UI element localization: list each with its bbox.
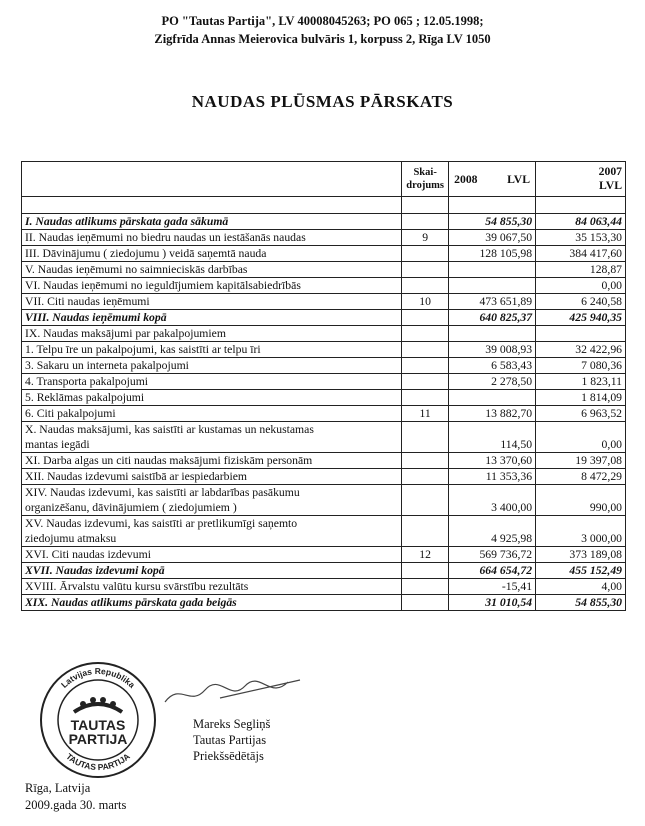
table-row bbox=[22, 278, 626, 294]
row-value-2007: 455 152,49 bbox=[536, 563, 626, 579]
row-value-2008 bbox=[449, 390, 536, 406]
row-ref bbox=[402, 262, 449, 278]
row-value-2008: 4 925,98 bbox=[449, 516, 536, 547]
row-label-line: VIII. Naudas ieņēmumi kopā bbox=[25, 311, 167, 324]
header-line-1: PO "Tautas Partija", LV 40008045263; PO 065 ; 12.05.1998; bbox=[161, 14, 484, 28]
row-label bbox=[22, 406, 402, 422]
currency-2007: LVL bbox=[599, 179, 622, 192]
row-ref bbox=[402, 485, 449, 516]
row-value-2008: 39 008,93 bbox=[449, 342, 536, 358]
row-value-2007: 4,00 bbox=[536, 579, 626, 595]
row-label-line: XI. Darba algas un citi naudas maksājumi fiziskām personām bbox=[25, 454, 313, 467]
row-label-line: XIV. Naudas izdevumi, kas saistīti ar labdarības pasākumu bbox=[25, 486, 300, 499]
row-label-line: 3. Sakaru un interneta pakalpojumi bbox=[25, 359, 189, 372]
year-2008: 2008 bbox=[454, 172, 478, 186]
table-row bbox=[22, 547, 626, 563]
signer-name: Mareks Segliņš bbox=[193, 717, 271, 731]
row-label-line-2: mantas iegādi bbox=[25, 438, 90, 451]
row-value-2007: 373 189,08 bbox=[536, 547, 626, 563]
table-row bbox=[22, 422, 626, 453]
row-label-line: XV. Naudas izdevumi, kas saistīti ar pretlikumīgi saņemto bbox=[25, 517, 298, 530]
row-value-2007: 0,00 bbox=[536, 422, 626, 453]
row-label bbox=[22, 310, 402, 326]
table-row bbox=[22, 310, 626, 326]
row-ref: 11 bbox=[402, 406, 449, 422]
stamp-top-text: Latvijas Republika bbox=[58, 666, 138, 690]
row-value-2007: 8 472,29 bbox=[536, 469, 626, 485]
row-label bbox=[22, 390, 402, 406]
table-row bbox=[22, 342, 626, 358]
row-label bbox=[22, 294, 402, 310]
stamp-name-line-2: PARTIJA bbox=[68, 731, 128, 747]
row-ref bbox=[402, 374, 449, 390]
signer-org: Tautas Partijas bbox=[193, 733, 267, 747]
row-ref bbox=[402, 563, 449, 579]
row-label-line: XVI. Citi naudas izdevumi bbox=[25, 548, 151, 561]
ref-header-line-2: drojums bbox=[406, 180, 445, 191]
row-ref bbox=[402, 422, 449, 453]
row-label bbox=[22, 262, 402, 278]
signer-role: Priekšsēdētājs bbox=[193, 749, 264, 763]
row-value-2007: 32 422,96 bbox=[536, 342, 626, 358]
row-value-2008: 3 400,00 bbox=[449, 485, 536, 516]
currency-2008: LVL bbox=[507, 172, 531, 186]
row-value-2007: 990,00 bbox=[536, 485, 626, 516]
row-ref bbox=[402, 595, 449, 611]
header-ref-cell bbox=[402, 162, 449, 197]
table-row bbox=[22, 595, 626, 611]
place-date: 2009.gada 30. marts bbox=[25, 798, 127, 812]
table-row bbox=[22, 453, 626, 469]
row-label-line: XII. Naudas izdevumi saistībā ar iespiedarbiem bbox=[25, 470, 247, 483]
party-stamp bbox=[38, 660, 158, 780]
row-label-line-2: organizēšanu, dāvinājumiem ( ziedojumiem ) bbox=[25, 501, 237, 514]
row-label-line: X. Naudas maksājumi, kas saistīti ar kustamas un nekustamas bbox=[25, 423, 314, 436]
stamp-bottom-text: TAUTAS PARTIJA bbox=[64, 751, 132, 773]
place-city: Rīga, Latvija bbox=[25, 781, 91, 795]
table-row bbox=[22, 390, 626, 406]
row-label-line: 5. Reklāmas pakalpojumi bbox=[25, 391, 145, 404]
row-label-line: II. Naudas ieņēmumi no biedru naudas un iestāšanās naudas bbox=[25, 231, 306, 244]
row-label-line: XVIII. Ārvalstu valūtu kursu svārstību rezultāts bbox=[25, 580, 249, 593]
year-2007: 2007 bbox=[598, 165, 622, 178]
row-value-2008: 664 654,72 bbox=[449, 563, 536, 579]
row-ref bbox=[402, 214, 449, 230]
row-value-2007: 0,00 bbox=[536, 278, 626, 294]
row-value-2008: 13 370,60 bbox=[449, 453, 536, 469]
table-header-row bbox=[22, 162, 626, 197]
row-value-2007: 6 240,58 bbox=[536, 294, 626, 310]
row-ref bbox=[402, 246, 449, 262]
row-label bbox=[22, 278, 402, 294]
row-value-2008: 6 583,43 bbox=[449, 358, 536, 374]
row-ref bbox=[402, 278, 449, 294]
row-ref bbox=[402, 310, 449, 326]
row-ref bbox=[402, 342, 449, 358]
row-ref: 9 bbox=[402, 230, 449, 246]
row-value-2007: 425 940,35 bbox=[536, 310, 626, 326]
table-row bbox=[22, 374, 626, 390]
row-label-line: 1. Telpu īre un pakalpojumi, kas saistīti ar telpu īri bbox=[25, 343, 261, 356]
row-label bbox=[22, 214, 402, 230]
row-ref bbox=[402, 358, 449, 374]
table-row bbox=[22, 246, 626, 262]
row-value-2008: 39 067,50 bbox=[449, 230, 536, 246]
row-label-line: 4. Transporta pakalpojumi bbox=[25, 375, 149, 388]
table-row bbox=[22, 230, 626, 246]
table-row bbox=[22, 406, 626, 422]
row-label-line: XVII. Naudas izdevumi kopā bbox=[25, 564, 165, 577]
row-value-2008: 640 825,37 bbox=[449, 310, 536, 326]
row-label-line: 6. Citi pakalpojumi bbox=[25, 407, 116, 420]
row-ref bbox=[402, 469, 449, 485]
row-label bbox=[22, 516, 402, 547]
row-ref bbox=[402, 326, 449, 342]
row-label-line-2: ziedojumu atmaksu bbox=[25, 532, 117, 545]
row-value-2008 bbox=[449, 326, 536, 342]
row-label-line: VI. Naudas ieņēmumi no ieguldījumiem kapitālsabiedrībās bbox=[25, 279, 301, 292]
row-ref bbox=[402, 579, 449, 595]
signer-block bbox=[193, 716, 270, 764]
row-value-2008 bbox=[449, 262, 536, 278]
row-value-2008: 31 010,54 bbox=[449, 595, 536, 611]
row-ref: 10 bbox=[402, 294, 449, 310]
header-label-cell bbox=[22, 162, 402, 197]
header-2007-cell bbox=[536, 162, 626, 197]
row-ref bbox=[402, 390, 449, 406]
table-row bbox=[22, 326, 626, 342]
row-value-2008: 2 278,50 bbox=[449, 374, 536, 390]
row-value-2008: 13 882,70 bbox=[449, 406, 536, 422]
ref-header-line-1: Skai- bbox=[413, 167, 437, 178]
spacer-row bbox=[22, 197, 626, 214]
row-label-line: I. Naudas atlikums pārskata gada sākumā bbox=[25, 215, 229, 228]
row-value-2007: 3 000,00 bbox=[536, 516, 626, 547]
row-ref bbox=[402, 453, 449, 469]
row-value-2007: 54 855,30 bbox=[536, 595, 626, 611]
row-value-2008: 128 105,98 bbox=[449, 246, 536, 262]
table-row bbox=[22, 485, 626, 516]
row-value-2008: 54 855,30 bbox=[449, 214, 536, 230]
table-row bbox=[22, 563, 626, 579]
row-value-2008: 473 651,89 bbox=[449, 294, 536, 310]
row-value-2007: 1 823,11 bbox=[536, 374, 626, 390]
row-value-2008: -15,41 bbox=[449, 579, 536, 595]
table-row bbox=[22, 579, 626, 595]
row-ref: 12 bbox=[402, 547, 449, 563]
row-label-line: IX. Naudas maksājumi par pakalpojumiem bbox=[25, 327, 226, 340]
row-label bbox=[22, 563, 402, 579]
table-row bbox=[22, 516, 626, 547]
table-row bbox=[22, 469, 626, 485]
table-row bbox=[22, 262, 626, 278]
row-value-2007 bbox=[536, 326, 626, 342]
row-label-line: XIX. Naudas atlikums pārskata gada beigās bbox=[25, 596, 237, 609]
row-value-2007: 7 080,36 bbox=[536, 358, 626, 374]
place-date-block bbox=[25, 780, 126, 814]
row-value-2007: 35 153,30 bbox=[536, 230, 626, 246]
row-label bbox=[22, 422, 402, 453]
row-label bbox=[22, 374, 402, 390]
row-value-2008: 569 736,72 bbox=[449, 547, 536, 563]
row-label bbox=[22, 469, 402, 485]
row-label bbox=[22, 453, 402, 469]
row-value-2008: 114,50 bbox=[449, 422, 536, 453]
row-label-line: V. Naudas ieņēmumi no saimnieciskās darbības bbox=[25, 263, 248, 276]
row-value-2007: 128,87 bbox=[536, 262, 626, 278]
row-label bbox=[22, 246, 402, 262]
table-row bbox=[22, 214, 626, 230]
cash-flow-table bbox=[21, 161, 626, 611]
row-label bbox=[22, 358, 402, 374]
row-label-line: III. Dāvinājumu ( ziedojumu ) veidā saņemtā nauda bbox=[25, 247, 267, 260]
handwritten-signature bbox=[160, 672, 310, 712]
row-value-2008 bbox=[449, 278, 536, 294]
row-label bbox=[22, 342, 402, 358]
page-title: NAUDAS PLŪSMAS PĀRSKATS bbox=[191, 92, 454, 111]
row-value-2007: 84 063,44 bbox=[536, 214, 626, 230]
row-value-2008: 11 353,36 bbox=[449, 469, 536, 485]
header-2008-cell bbox=[449, 162, 536, 197]
row-value-2007: 6 963,52 bbox=[536, 406, 626, 422]
row-label bbox=[22, 230, 402, 246]
header-line-2: Zigfrīda Annas Meierovica bulvāris 1, korpuss 2, Rīga LV 1050 bbox=[154, 32, 491, 46]
row-label bbox=[22, 595, 402, 611]
row-ref bbox=[402, 516, 449, 547]
row-label bbox=[22, 326, 402, 342]
row-label bbox=[22, 579, 402, 595]
row-label bbox=[22, 547, 402, 563]
table-body bbox=[22, 162, 626, 611]
row-label-line: VII. Citi naudas ieņēmumi bbox=[25, 295, 150, 308]
table-row bbox=[22, 358, 626, 374]
table-row bbox=[22, 294, 626, 310]
stamp-name-line-1: TAUTAS bbox=[70, 717, 126, 733]
row-value-2007: 1 814,09 bbox=[536, 390, 626, 406]
row-value-2007: 384 417,60 bbox=[536, 246, 626, 262]
row-label bbox=[22, 485, 402, 516]
row-value-2007: 19 397,08 bbox=[536, 453, 626, 469]
